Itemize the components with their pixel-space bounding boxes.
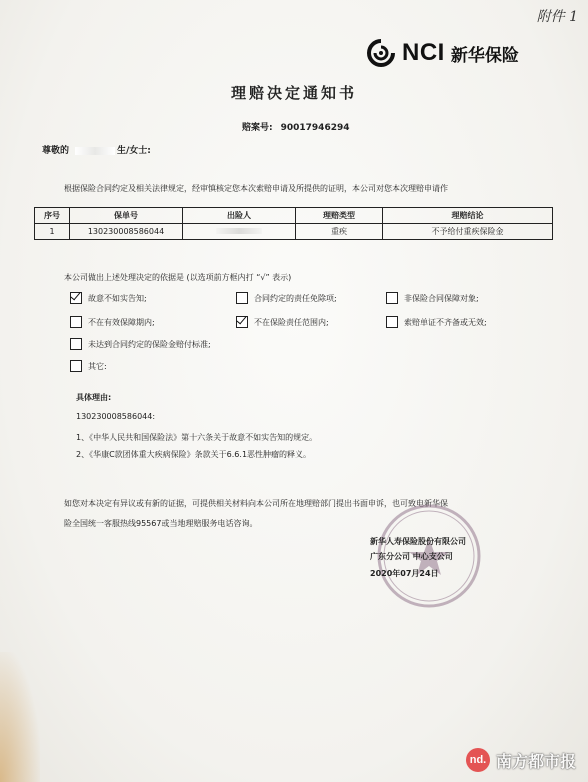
col-header-claim-type: 理赔类型 (296, 208, 383, 224)
col-header-policy: 保单号 (70, 208, 183, 224)
option-out-of-scope[interactable] (236, 316, 329, 328)
option-label: 不在有效保障期内; (88, 317, 155, 327)
option-label: 不在保险责任范围内; (254, 317, 329, 327)
option-below-standard[interactable] (70, 338, 211, 350)
table-header-row (35, 208, 553, 224)
cell-insured (183, 224, 296, 240)
option-label: 索赔单证不齐备或无效; (404, 317, 487, 327)
option-checkbox[interactable] (236, 316, 248, 328)
reason-heading: 具体理由: (76, 393, 112, 402)
cell-policy: 130230008586044 (70, 224, 183, 240)
claims-table (34, 207, 553, 240)
salutation (42, 143, 151, 156)
newspaper-watermark (466, 748, 576, 772)
option-exclusion[interactable] (236, 292, 337, 304)
cell-claim-type: 重疾 (296, 224, 383, 240)
logo-nci-text: NCI (402, 39, 445, 66)
col-header-no: 序号 (35, 208, 70, 224)
cell-no: 1 (35, 224, 70, 240)
salutation-prefix: 尊敬的 (42, 146, 70, 156)
option-checkbox[interactable] (70, 292, 82, 304)
option-checkbox[interactable] (70, 316, 82, 328)
redacted-insured (216, 228, 262, 234)
claim-number-label: 赔案号: (242, 123, 273, 133)
watermark-badge: nd. (466, 748, 490, 772)
option-out-of-period[interactable] (70, 316, 155, 328)
intro-paragraph: 根据保险合同约定及相关法律规定，经审慎核定您本次索赔申请及所提供的证明，本公司对您本次理赔申请作 (64, 184, 448, 193)
redacted-name (75, 147, 115, 155)
option-label: 非保险合同保障对象; (404, 293, 479, 303)
watermark-text: 南方都市报 (495, 751, 576, 771)
option-checkbox[interactable] (386, 316, 398, 328)
appeal-notice-line: 险全国统一客服热线95567或当地理赔服务电话咨询。 (64, 519, 258, 528)
table-row (35, 224, 553, 240)
basis-heading: 本公司做出上述处理决定的依据是 (以选项前方框内打 “√” 表示) (64, 273, 292, 282)
company-branch: 广东分公司 中心支公司 (370, 552, 453, 561)
cell-conclusion: 不予给付重疾保险金 (383, 224, 553, 240)
reason-policy: 130230008586044: (76, 412, 156, 421)
issue-date: 2020年07月24日 (370, 569, 439, 578)
option-label: 故意不如实告知; (88, 293, 147, 303)
option-checkbox[interactable] (236, 292, 248, 304)
document-title: 理赔决定通知书 (230, 84, 357, 102)
option-checkbox[interactable] (70, 338, 82, 350)
option-concealment[interactable] (70, 292, 147, 304)
paper-stain (0, 652, 40, 782)
col-header-conclusion: 理赔结论 (383, 208, 553, 224)
option-label: 未达到合同约定的保险金赔付标准; (88, 339, 211, 349)
claim-number-value: 90017946294 (280, 123, 350, 133)
nci-logo-icon (366, 38, 396, 68)
option-other[interactable] (70, 360, 107, 372)
option-checkbox[interactable] (386, 292, 398, 304)
col-header-insured: 出险人 (183, 208, 296, 224)
company-name: 新华人寿保险股份有限公司 (370, 537, 466, 546)
option-checkbox[interactable] (70, 360, 82, 372)
reason-item: 1、《中华人民共和国保险法》第十六条关于故意不如实告知的规定。 (76, 433, 318, 442)
company-logo (366, 38, 519, 68)
attachment-label: 附件 1 (536, 9, 578, 25)
option-label: 其它: (88, 361, 107, 371)
reason-item: 2、《华康C款团体重大疾病保险》条款关于6.6.1恶性肿瘤的释义。 (76, 450, 312, 459)
claim-number (242, 120, 350, 133)
salutation-suffix: 生/女士: (117, 146, 151, 156)
option-not-covered-person[interactable] (386, 292, 479, 304)
appeal-notice-line: 如您对本决定有异议或有新的证据，可提供相关材料向本公司所在地理赔部门提出书面申诉，也可致电新华保 (64, 499, 448, 508)
option-invalid-documents[interactable] (386, 316, 487, 328)
option-label: 合同约定的责任免除项; (254, 293, 337, 303)
logo-brand-name: 新华保险 (450, 45, 519, 66)
